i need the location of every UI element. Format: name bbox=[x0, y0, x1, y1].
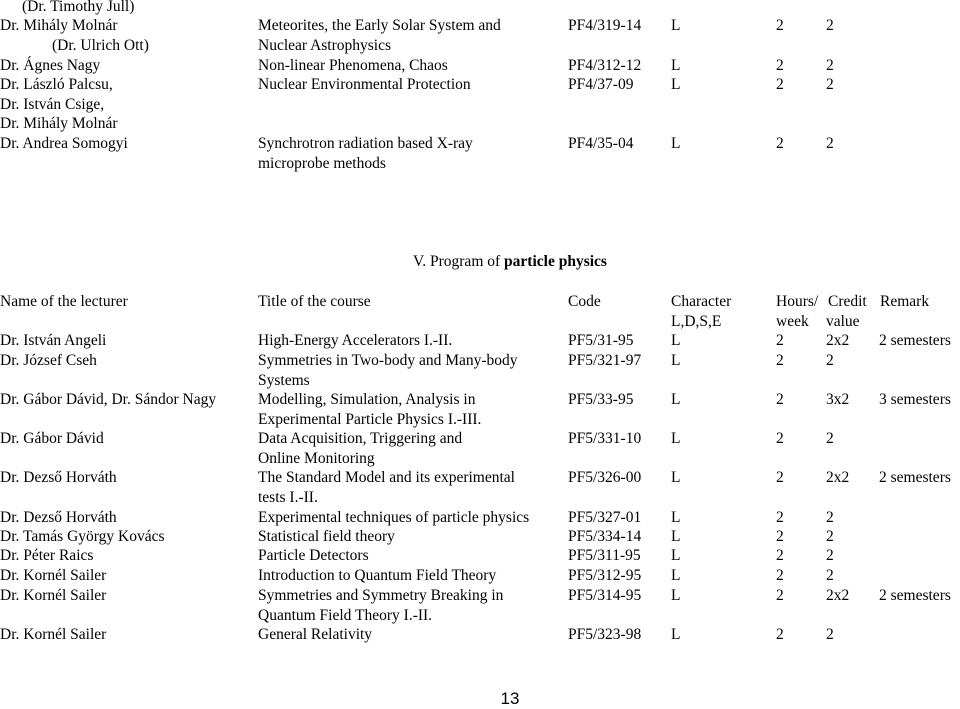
page-number: 13 bbox=[500, 689, 520, 708]
lecturer-cell: Dr. István Csige, bbox=[0, 96, 105, 113]
title-cell-continued: Experimental Particle Physics I.-III. bbox=[258, 411, 482, 428]
header-code: Code bbox=[568, 293, 601, 310]
character-cell: L bbox=[671, 352, 681, 369]
title-cell-continued: tests I.-II. bbox=[258, 489, 318, 506]
remark-cell: 3 semesters bbox=[879, 391, 951, 408]
lecturer-cell: Dr. István Angeli bbox=[0, 332, 107, 349]
title-cell: High-Energy Accelerators I.-II. bbox=[258, 332, 453, 349]
title-cell: Modelling, Simulation, Analysis in bbox=[258, 391, 476, 408]
character-cell: L bbox=[671, 135, 681, 152]
code-cell: PF5/321-97 bbox=[568, 352, 642, 369]
lecturer-cell: Dr. Gábor Dávid, Dr. Sándor Nagy bbox=[0, 391, 217, 408]
section-heading-bold: particle physics bbox=[504, 253, 607, 270]
title-cell: Statistical field theory bbox=[258, 528, 395, 545]
title-cell: Meteorites, the Early Solar System and bbox=[258, 17, 501, 34]
title-cell: Particle Detectors bbox=[258, 547, 369, 564]
code-cell: PF5/327-01 bbox=[568, 509, 642, 526]
lecturer-cell: (Dr. Timothy Jull) bbox=[22, 0, 135, 15]
lecturer-cell: Dr. Dezső Horváth bbox=[0, 509, 117, 526]
lecturer-cell: Dr. László Palcsu, bbox=[0, 76, 113, 93]
credit-cell: 2 bbox=[826, 135, 834, 152]
title-cell: Nuclear Environmental Protection bbox=[258, 76, 471, 93]
hours-cell: 2 bbox=[776, 469, 784, 486]
code-cell: PF4/35-04 bbox=[568, 135, 634, 152]
section-heading-prefix: V. Program of bbox=[413, 253, 505, 270]
character-cell: L bbox=[671, 332, 681, 349]
character-cell: L bbox=[671, 528, 681, 545]
title-cell-continued: Quantum Field Theory I.-II. bbox=[258, 607, 433, 624]
hours-cell: 2 bbox=[776, 587, 784, 604]
credit-cell: 2 bbox=[826, 626, 834, 643]
hours-cell: 2 bbox=[776, 567, 784, 584]
character-cell: L bbox=[671, 391, 681, 408]
header-title: Title of the course bbox=[258, 293, 371, 310]
credit-cell: 2 bbox=[826, 528, 834, 545]
header-remark: Remark bbox=[880, 293, 930, 310]
hours-cell: 2 bbox=[776, 17, 784, 34]
hours-cell: 2 bbox=[776, 626, 784, 643]
character-cell: L bbox=[671, 430, 681, 447]
character-cell: L bbox=[671, 547, 681, 564]
remark-cell: 2 semesters bbox=[879, 332, 951, 349]
code-cell: PF5/312-95 bbox=[568, 567, 642, 584]
code-cell: PF5/31-95 bbox=[568, 332, 634, 349]
title-cell: General Relativity bbox=[258, 626, 373, 643]
character-cell: L bbox=[671, 17, 681, 34]
credit-cell: 2 bbox=[826, 567, 834, 584]
credit-cell: 2 bbox=[826, 352, 834, 369]
character-cell: L bbox=[671, 509, 681, 526]
character-cell: L bbox=[671, 469, 681, 486]
code-cell: PF5/334-14 bbox=[568, 528, 642, 545]
code-cell: PF5/331-10 bbox=[568, 430, 642, 447]
lecturer-cell: Dr. Péter Raics bbox=[0, 547, 94, 564]
header-hours: Hours/ bbox=[776, 293, 819, 310]
title-cell-continued: Online Monitoring bbox=[258, 450, 375, 467]
credit-cell: 2 bbox=[826, 17, 834, 34]
section-heading bbox=[0, 252, 960, 272]
code-cell: PF4/319-14 bbox=[568, 17, 642, 34]
credit-cell: 2 bbox=[826, 547, 834, 564]
lecturer-cell: Dr. Kornél Sailer bbox=[0, 567, 107, 584]
credit-cell: 3x2 bbox=[826, 391, 850, 408]
title-cell: Symmetries and Symmetry Breaking in bbox=[258, 587, 504, 604]
lecturer-cell: Dr. Mihály Molnár bbox=[0, 17, 118, 34]
character-cell: L bbox=[671, 626, 681, 643]
remark-cell: 2 semesters bbox=[879, 469, 951, 486]
header-lecturer: Name of the lecturer bbox=[0, 293, 128, 310]
lecturer-cell: Dr. Kornél Sailer bbox=[0, 626, 107, 643]
title-cell: Introduction to Quantum Field Theory bbox=[258, 567, 497, 584]
title-cell: Nuclear Astrophysics bbox=[258, 37, 392, 54]
credit-cell: 2x2 bbox=[826, 587, 850, 604]
hours-cell: 2 bbox=[776, 76, 784, 93]
header-character-values: L,D,S,E bbox=[671, 313, 722, 330]
hours-cell: 2 bbox=[776, 135, 784, 152]
code-cell: PF5/314-95 bbox=[568, 587, 642, 604]
code-cell: PF5/33-95 bbox=[568, 391, 634, 408]
hours-cell: 2 bbox=[776, 430, 784, 447]
code-cell: PF4/37-09 bbox=[568, 76, 634, 93]
hours-cell: 2 bbox=[776, 528, 784, 545]
character-cell: L bbox=[671, 567, 681, 584]
remark-cell: 2 semesters bbox=[879, 587, 951, 604]
title-cell: microprobe methods bbox=[258, 155, 386, 172]
title-cell: Synchrotron radiation based X-ray bbox=[258, 135, 473, 152]
title-cell: The Standard Model and its experimental bbox=[258, 469, 515, 486]
code-cell: PF5/326-00 bbox=[568, 469, 642, 486]
character-cell: L bbox=[671, 57, 681, 74]
credit-cell: 2x2 bbox=[826, 332, 850, 349]
lecturer-cell: Dr. Kornél Sailer bbox=[0, 587, 107, 604]
lecturer-cell: Dr. József Cseh bbox=[0, 352, 97, 369]
lecturer-cell: Dr. Ágnes Nagy bbox=[0, 57, 101, 74]
lecturer-cell: Dr. Dezső Horváth bbox=[0, 469, 117, 486]
character-cell: L bbox=[671, 587, 681, 604]
code-cell: PF5/323-98 bbox=[568, 626, 642, 643]
hours-cell: 2 bbox=[776, 57, 784, 74]
title-cell-continued: Systems bbox=[258, 372, 310, 389]
title-cell: Experimental techniques of particle physics bbox=[258, 509, 530, 526]
hours-cell: 2 bbox=[776, 509, 784, 526]
code-cell: PF4/312-12 bbox=[568, 57, 642, 74]
header-credit-value: value bbox=[826, 313, 860, 330]
code-cell: PF5/311-95 bbox=[568, 547, 641, 564]
credit-cell: 2 bbox=[826, 76, 834, 93]
lecturer-cell: Dr. Andrea Somogyi bbox=[0, 135, 128, 152]
credit-cell: 2 bbox=[826, 430, 834, 447]
credit-cell: 2 bbox=[826, 57, 834, 74]
hours-cell: 2 bbox=[776, 332, 784, 349]
hours-cell: 2 bbox=[776, 547, 784, 564]
title-cell: Non-linear Phenomena, Chaos bbox=[258, 57, 448, 74]
hours-cell: 2 bbox=[776, 391, 784, 408]
title-cell: Symmetries in Two-body and Many-body bbox=[258, 352, 518, 369]
lecturer-cell: Dr. Gábor Dávid bbox=[0, 430, 104, 447]
lecturer-cell: Dr. Tamás György Kovács bbox=[0, 528, 165, 545]
character-cell: L bbox=[671, 76, 681, 93]
header-character: Character bbox=[671, 293, 732, 310]
header-credit: Credit bbox=[828, 293, 867, 310]
header-hours-unit: week bbox=[776, 313, 809, 330]
credit-cell: 2 bbox=[826, 509, 834, 526]
lecturer-cell: (Dr. Ulrich Ott) bbox=[52, 37, 149, 54]
hours-cell: 2 bbox=[776, 352, 784, 369]
credit-cell: 2x2 bbox=[826, 469, 850, 486]
lecturer-cell: Dr. Mihály Molnár bbox=[0, 115, 118, 132]
title-cell: Data Acquisition, Triggering and bbox=[258, 430, 463, 447]
